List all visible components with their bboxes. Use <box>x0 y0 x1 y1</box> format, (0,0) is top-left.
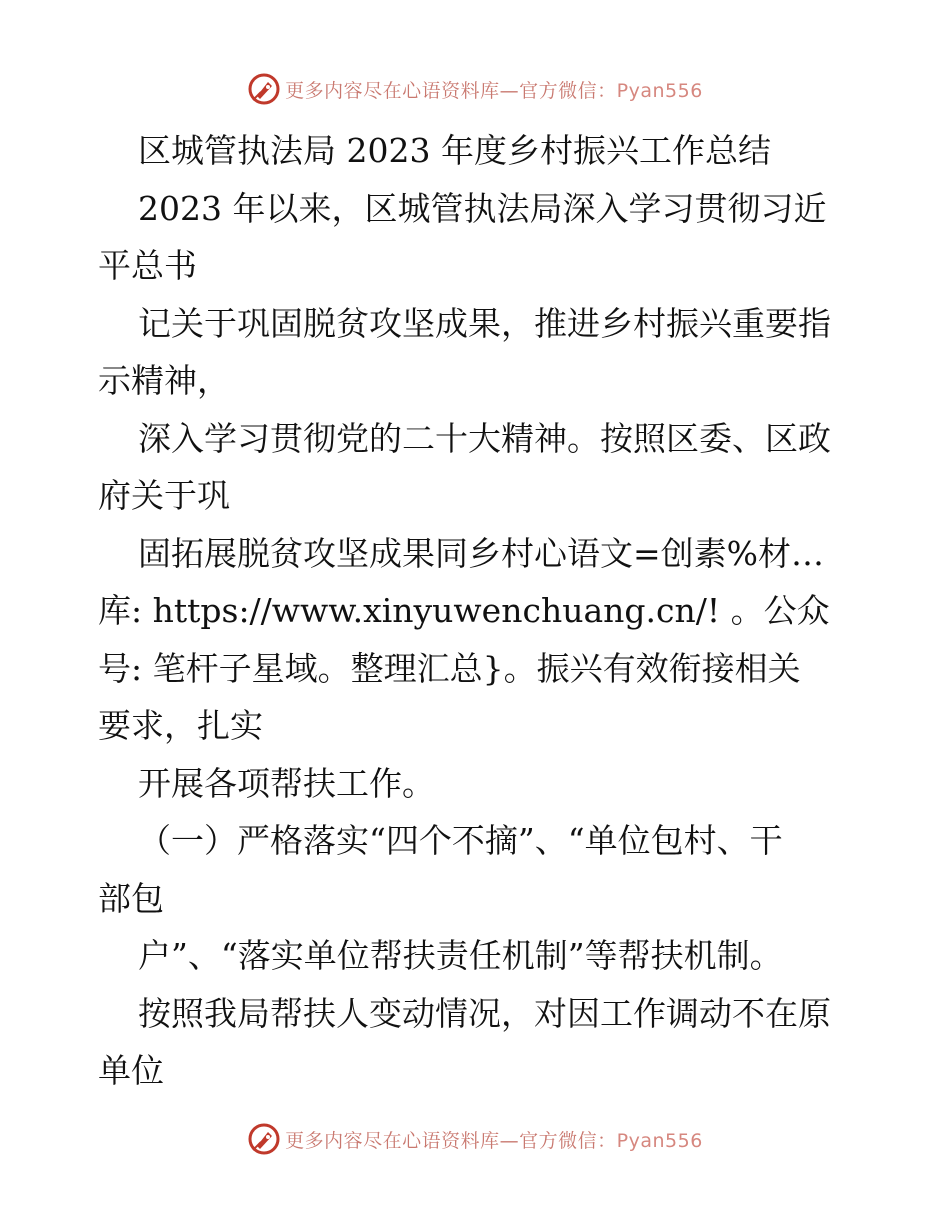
body-text-line: 示精神， <box>98 361 230 400</box>
body-text-line: 要求，扎实 <box>98 706 263 745</box>
body-text-line: 单位 <box>98 1051 164 1090</box>
body-text-line: 库: https://www.xinyuwenchuang.cn/! 。公众 <box>98 591 830 630</box>
footer-banner-handle: Pyan556 <box>616 1129 703 1152</box>
body-text-line: 号: 笔杆子星域。整理汇总}。振兴有效衔接相关 <box>98 648 801 688</box>
header-banner <box>0 72 950 106</box>
body-text-line: 固拓展脱贫攻坚成果同乡村心语文=创素%材… <box>138 533 825 573</box>
document-body <box>98 122 858 1100</box>
pen-nib-logo-icon <box>247 1122 281 1156</box>
body-text-line: 部包 <box>98 878 164 918</box>
footer-banner <box>0 1122 950 1156</box>
body-text-line: 户”、“落实单位帮扶责任机制”等帮扶机制。 <box>138 936 783 975</box>
body-text-line: 深入学习贯彻党的二十大精神。按照区委、区政 <box>138 418 831 458</box>
pen-nib-logo-icon <box>247 72 281 106</box>
body-text-line: 按照我局帮扶人变动情况，对因工作调动不在原 <box>138 993 831 1033</box>
header-banner-handle: Pyan556 <box>616 79 703 102</box>
body-text-line: 区城管执法局 2023 年度乡村振兴工作总结 <box>138 131 771 170</box>
body-text-line: 府关于巩 <box>98 476 230 515</box>
body-text-line: 开展各项帮扶工作。 <box>138 763 435 803</box>
body-text-line: 2023 年以来，区城管执法局深入学习贯彻习近 <box>138 188 827 228</box>
body-text-line: 平总书 <box>98 246 197 285</box>
body-text-line: 记关于巩固脱贫攻坚成果，推进乡村振兴重要指 <box>138 303 831 343</box>
body-text-line: （一）严格落实“四个不摘”、“单位包村、干 <box>138 821 783 860</box>
footer-banner-text: 更多内容尽在心语资料库—官方微信：Pyan556 <box>285 1129 703 1152</box>
header-banner-text: 更多内容尽在心语资料库—官方微信：Pyan556 <box>285 79 703 102</box>
